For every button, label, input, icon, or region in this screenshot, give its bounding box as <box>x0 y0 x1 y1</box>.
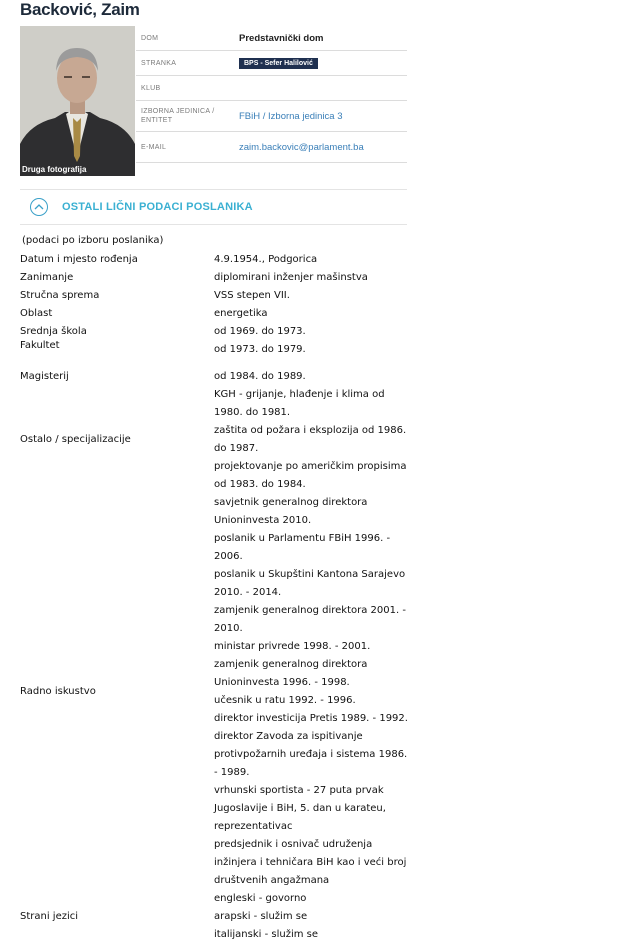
detail-value: direktor investicija Pretis 1989. - 1992. <box>214 713 408 724</box>
detail-values <box>214 890 409 944</box>
detail-row <box>20 269 409 287</box>
detail-value: poslanik u Parlamentu FBiH 1996. - <box>214 533 391 544</box>
detail-value: 4.9.1954., Podgorica <box>214 254 318 265</box>
collapse-toggle[interactable] <box>30 198 48 216</box>
detail-label: Zanimanje <box>20 272 74 283</box>
detail-values <box>214 287 409 305</box>
detail-label: Ostalo / specijalizacije <box>20 434 131 445</box>
detail-row <box>20 386 409 494</box>
detail-value: energetika <box>214 308 268 319</box>
detail-value: zaštita od požara i eksplozija od 1986. <box>214 425 407 436</box>
page-title: Backović, Zaim <box>20 0 140 19</box>
jedinica-link[interactable]: FBiH / Izborna jedinica 3 <box>239 110 343 122</box>
detail-value: ministar privrede 1998. - 2001. <box>214 641 371 652</box>
detail-values <box>214 305 409 323</box>
detail-value: diplomirani inženjer mašinstva <box>214 272 368 283</box>
detail-values <box>214 323 409 341</box>
detail-values <box>214 494 409 890</box>
detail-value: poslanik u Skupštini Kantona Sarajevo <box>214 569 406 580</box>
detail-values <box>214 368 409 386</box>
detail-value: - 1989. <box>214 767 250 778</box>
detail-value: Unioninvesta 1996. - 1998. <box>214 677 350 688</box>
detail-row <box>20 368 409 386</box>
info-row-email <box>136 132 407 163</box>
detail-value: Jugoslavije i BiH, 5. dan u karateu, <box>214 803 386 814</box>
detail-label: Fakultet <box>20 340 60 351</box>
detail-row <box>20 890 409 944</box>
detail-value: zamjenik generalnog direktora 2001. - <box>214 605 406 616</box>
info-row-stranka <box>136 51 407 76</box>
detail-value: engleski - govorno <box>214 893 307 904</box>
detail-value: zamjenik generalnog direktora <box>214 659 368 670</box>
detail-value: 1980. do 1981. <box>214 407 291 418</box>
profile-photo[interactable] <box>20 26 135 176</box>
detail-value: predsjednik i osnivač udruženja <box>214 839 373 850</box>
detail-value: protivpožarnih uređaja i sistema 1986. <box>214 749 408 760</box>
detail-value: direktor Zavoda za ispitivanje <box>214 731 363 742</box>
klub-label: KLUB <box>141 84 161 92</box>
info-row-klub <box>136 76 407 101</box>
email-label: E-MAIL <box>141 143 167 151</box>
detail-value: učesnik u ratu 1992. - 1996. <box>214 695 356 706</box>
detail-value: arapski - služim se <box>214 911 308 922</box>
detail-value: vrhunski sportista - 27 puta prvak <box>214 785 384 796</box>
info-row-jedinica <box>136 101 407 132</box>
detail-value: Unioninvesta 2010. <box>214 515 312 526</box>
detail-values <box>214 269 409 287</box>
other-photo-link[interactable]: Druga fotografija <box>22 165 87 174</box>
detail-value: društvenih angažmana <box>214 875 330 886</box>
detail-value: od 1984. do 1989. <box>214 371 306 382</box>
detail-value: 2010. <box>214 623 243 634</box>
dom-label: DOM <box>141 34 159 42</box>
detail-value: reprezentativac <box>214 821 293 832</box>
detail-value: 2006. <box>214 551 243 562</box>
detail-label: Srednja škola <box>20 326 87 337</box>
detail-label: Magisterij <box>20 371 69 382</box>
detail-label: Stručna sprema <box>20 290 100 301</box>
detail-values <box>214 341 409 359</box>
detail-row <box>20 494 409 890</box>
detail-value: VSS stepen VII. <box>214 290 290 301</box>
info-table <box>136 26 407 163</box>
detail-value: 2010. - 2014. <box>214 587 282 598</box>
detail-value: do 1987. <box>214 443 259 454</box>
detail-label: Radno iskustvo <box>20 686 96 697</box>
detail-value: od 1969. do 1973. <box>214 326 306 337</box>
section-note: (podaci po izboru poslanika) <box>22 235 164 246</box>
detail-value: savjetnik generalnog direktora <box>214 497 368 508</box>
stranka-label: STRANKA <box>141 59 177 67</box>
section-header[interactable] <box>20 189 407 225</box>
detail-value: od 1983. do 1984. <box>214 479 306 490</box>
detail-value: inžinjera i tehničara BiH kao i veći broj <box>214 857 407 868</box>
detail-values <box>214 386 409 494</box>
dom-value: Predstavnički dom <box>239 32 324 44</box>
section-title: OSTALI LIČNI PODACI POSLANIKA <box>62 201 253 213</box>
chevron-up-icon <box>34 204 44 210</box>
info-row-dom <box>136 26 407 51</box>
party-badge[interactable]: BPS - Sefer Halilović <box>239 58 318 69</box>
detail-row <box>20 341 409 359</box>
detail-value: projektovanje po američkim propisima <box>214 461 407 472</box>
jedinica-label: IZBORNA JEDINICA / ENTITET <box>141 108 215 124</box>
detail-value: KGH - grijanje, hlađenje i klima od <box>214 389 385 400</box>
detail-label: Oblast <box>20 308 53 319</box>
portrait-image <box>20 26 135 176</box>
detail-row <box>20 251 409 269</box>
detail-label: Strani jezici <box>20 911 79 922</box>
detail-value: italijanski - služim se <box>214 929 319 940</box>
detail-value: od 1973. do 1979. <box>214 344 306 355</box>
detail-row <box>20 305 409 323</box>
detail-label: Datum i mjesto rođenja <box>20 254 138 265</box>
detail-values <box>214 251 409 269</box>
email-link[interactable]: zaim.backovic@parlament.ba <box>239 141 364 153</box>
detail-row <box>20 287 409 305</box>
